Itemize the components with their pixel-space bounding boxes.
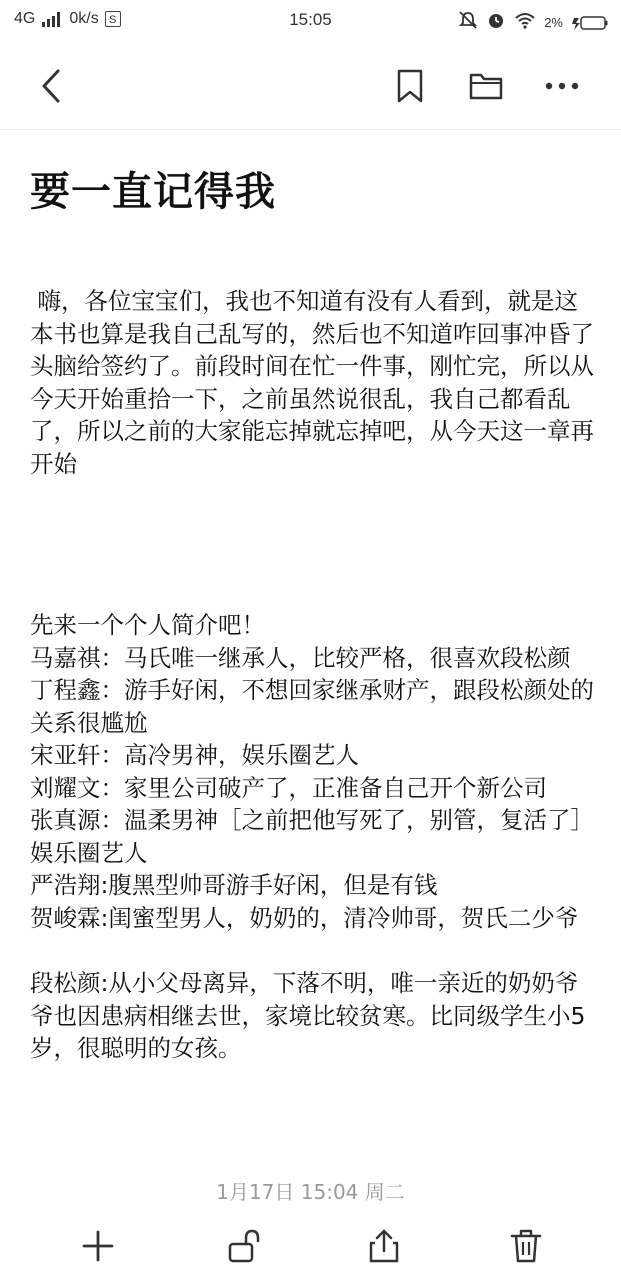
blank-space <box>30 480 595 609</box>
folder-icon <box>468 70 504 102</box>
note-intro-paragraph: 嗨，各位宝宝们，我也不知道有没有人看到，就是这本书也算是我自己乱写的，然后也不知道咋回事冲昏了头脑给签约了。前段时间在忙一件事，刚忙完，所以从今天开始重拾一下，之前虽然说很乱，我自己都看乱了，所以之前的大家能忘掉就忘掉吧，从今天这一章再开始 <box>30 287 594 478</box>
plus-icon <box>81 1229 115 1263</box>
profile-line: 丁程鑫：游手好闲，不想回家继承财产，跟段松颜处的关系很尴尬 <box>30 676 594 737</box>
toolbar-divider <box>0 129 621 130</box>
folder-button[interactable] <box>464 64 508 108</box>
bottom-bar <box>0 1212 621 1280</box>
blank-line <box>30 934 595 967</box>
alarm-icon <box>486 10 506 35</box>
mute-icon <box>458 10 478 35</box>
bookmark-icon <box>395 68 425 104</box>
more-horizontal-icon <box>544 80 580 92</box>
share-button[interactable] <box>362 1224 406 1268</box>
lock-button[interactable] <box>222 1224 266 1268</box>
heroine-paragraph: 段松颜:从小父母离异，下落不明，唯一亲近的奶奶爷爷也因患病相继去世，家境比较贫寒。比同级学生小5岁，很聪明的女孩。 <box>30 969 586 1062</box>
wifi-icon <box>514 11 536 34</box>
network-type: 4G <box>14 10 36 27</box>
note-title[interactable]: 要一直记得我 <box>30 168 276 215</box>
share-icon <box>367 1228 401 1264</box>
delete-button[interactable] <box>504 1224 548 1268</box>
network-speed: 0k/s <box>69 10 99 27</box>
sim-icon: S <box>105 11 121 27</box>
toolbar <box>0 44 621 130</box>
status-right <box>458 10 609 35</box>
battery-percent: 2% <box>544 15 563 30</box>
status-bar <box>0 0 621 44</box>
profile-line: 刘耀文：家里公司破产了，正准备自己开个新公司 <box>30 773 547 802</box>
profile-line: 先来一个个人简介吧！ <box>30 611 265 639</box>
note-body[interactable] <box>30 285 595 1065</box>
note-timestamp: 1月17日 15:04 周二 <box>216 1180 405 1204</box>
add-button[interactable] <box>76 1224 120 1268</box>
profile-line: 张真源：温柔男神［之前把他写死了，别管，复活了］娱乐圈艺人 <box>30 806 594 867</box>
trash-icon <box>509 1228 543 1264</box>
profile-line: 宋亚轩：高冷男神，娱乐圈艺人 <box>30 741 359 769</box>
battery-icon <box>571 15 609 31</box>
unlock-icon <box>226 1228 262 1264</box>
chevron-left-icon <box>38 68 66 104</box>
back-button[interactable] <box>30 64 74 108</box>
profile-line: 贺峻霖:闺蜜型男人，奶奶的，清冷帅哥，贺氏二少爷 <box>30 903 579 932</box>
bookmark-button[interactable] <box>388 64 432 108</box>
status-time: 15:05 <box>289 10 332 29</box>
more-options-button[interactable] <box>540 64 584 108</box>
profile-line: 严浩翔:腹黑型帅哥游手好闲，但是有钱 <box>30 871 438 899</box>
profile-line: 马嘉祺：马氏唯一继承人，比较严格，很喜欢段松颜 <box>30 643 571 672</box>
